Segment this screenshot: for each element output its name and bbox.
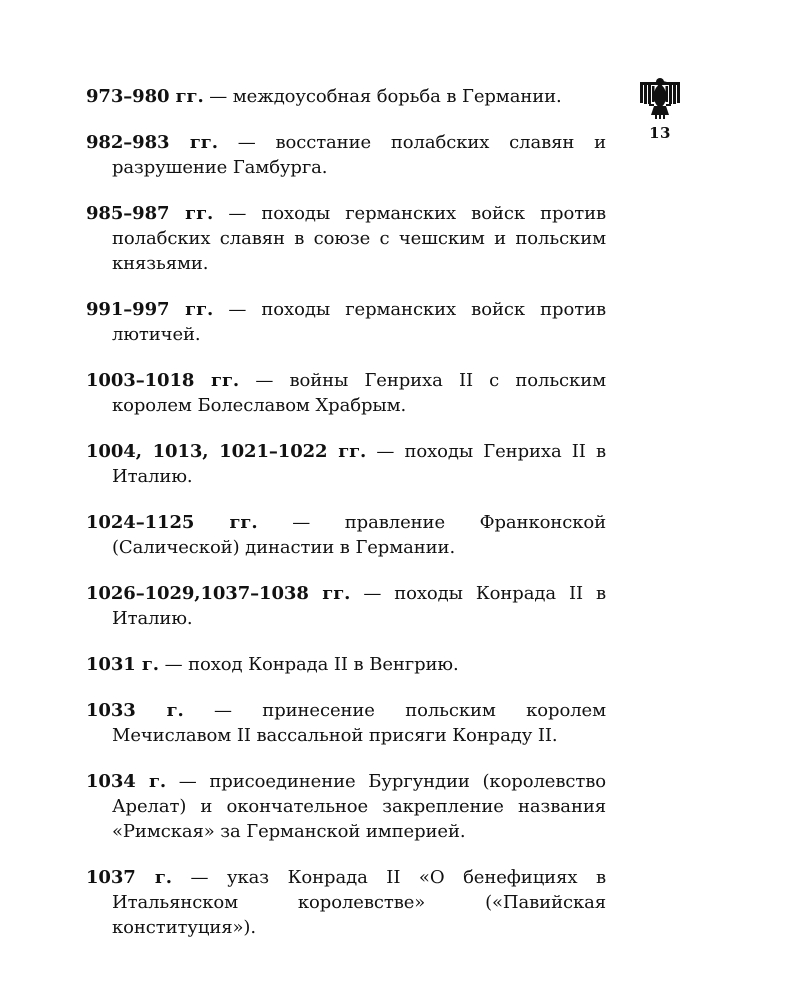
- entry-text: — войны Генриха II с польским королем Болеславом Храбрым.: [112, 370, 606, 416]
- entry-text: — походы Генриха II в Италию.: [112, 441, 606, 487]
- entry-date: 991–997 гг.: [86, 299, 214, 320]
- chronology-entry: [86, 439, 606, 489]
- entry-date: 1037 г.: [86, 867, 172, 888]
- entry-text: — междоусобная борьба в Германии.: [203, 86, 562, 107]
- entry-date: 1031 г.: [86, 654, 159, 675]
- entry-date: 973–980 гг.: [86, 86, 204, 107]
- eagle-icon: [637, 74, 683, 120]
- chronology-entry: [86, 510, 606, 560]
- chronology-entry: [86, 201, 606, 276]
- entry-text: — поход Конрада II в Венгрию.: [158, 654, 459, 675]
- entry-text: — походы германских войск против полабских славян в союзе с чешским и польским князьями.: [112, 203, 606, 274]
- chronology-list: [86, 84, 606, 961]
- entry-text: — принесение польским королем Мечиславом II вассальной присяги Конраду II.: [112, 700, 606, 746]
- entry-date: 1003–1018 гг.: [86, 370, 240, 391]
- entry-date: 1033 г.: [86, 700, 184, 721]
- chronology-entry: [86, 297, 606, 347]
- chronology-entry: [86, 698, 606, 748]
- entry-text: — походы германских войск против лютичей.: [112, 299, 606, 345]
- chronology-entry: [86, 769, 606, 844]
- entry-date: 982–983 гг.: [86, 132, 218, 153]
- page-header: [628, 74, 692, 142]
- chronology-entry: [86, 368, 606, 418]
- chronology-entry: [86, 130, 606, 180]
- entry-text: — указ Конрада II «О бенефициях в Итальянском королевстве» («Павийская конституция»).: [112, 867, 606, 938]
- chronology-entry: [86, 581, 606, 631]
- entry-date: 1004, 1013, 1021–1022 гг.: [86, 441, 367, 462]
- entry-date: 985–987 гг.: [86, 203, 214, 224]
- chronology-entry: [86, 84, 606, 109]
- entry-date: 1026–1029,1037–1038 гг.: [86, 583, 351, 604]
- chronology-entry: [86, 652, 606, 677]
- chronology-entry: [86, 865, 606, 940]
- entry-text: — восстание полабских славян и разрушение Гамбурга.: [112, 132, 607, 178]
- entry-date: 1034 г.: [86, 771, 167, 792]
- entry-text: — присоединение Бургундии (королевство Арелат) и окончательное закрепление названия «Римская» за Германской империей.: [112, 771, 606, 842]
- entry-text: — походы Конрада II в Италию.: [112, 583, 607, 629]
- entry-text: — правление Франконской (Салической) династии в Германии.: [112, 512, 607, 558]
- page-number: 13: [649, 124, 671, 142]
- entry-date: 1024–1125 гг.: [86, 512, 258, 533]
